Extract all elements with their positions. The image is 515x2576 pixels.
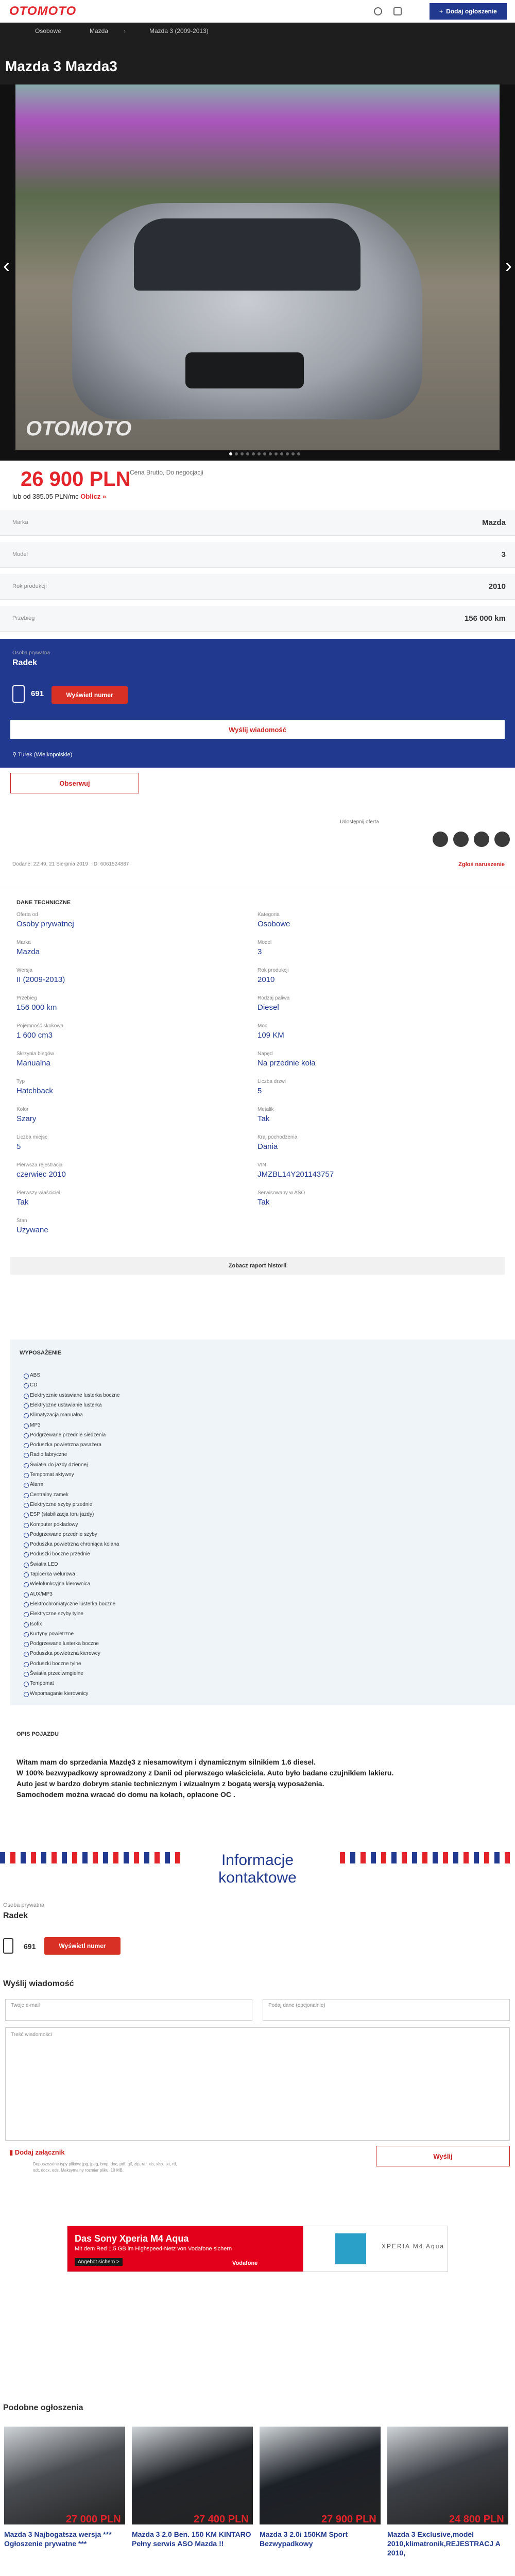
tech-param bbox=[258, 1023, 284, 1040]
tech-value: Tak bbox=[258, 1114, 270, 1123]
equipment-item: Tapicerka welurowa bbox=[30, 1571, 75, 1577]
description-heading: OPIS POJAZDU bbox=[16, 1731, 59, 1737]
similar-card-price: 27 400 PLN bbox=[194, 2514, 249, 2525]
photo-gallery[interactable] bbox=[0, 84, 515, 461]
tech-key: Kategoria bbox=[258, 912, 280, 918]
gallery-dot[interactable] bbox=[229, 452, 232, 455]
equipment-item: Podgrzewane przednie siedzenia bbox=[30, 1432, 106, 1438]
summary-row bbox=[0, 542, 515, 568]
tech-value: Hatchback bbox=[16, 1087, 53, 1095]
ad-brand: Vodafone bbox=[232, 2260, 258, 2266]
tech-key: Typ bbox=[16, 1079, 25, 1084]
report-link[interactable]: Zgłoś naruszenie bbox=[458, 861, 505, 868]
similar-card-image[interactable] bbox=[260, 2427, 381, 2524]
tech-value: 3 bbox=[258, 947, 262, 956]
equipment-item: MP3 bbox=[30, 1422, 41, 1428]
summary-value: Mazda bbox=[482, 518, 506, 527]
tech-key: Metalik bbox=[258, 1107, 274, 1112]
tech-value: czerwiec 2010 bbox=[16, 1170, 66, 1179]
gallery-dot[interactable] bbox=[286, 452, 289, 455]
summary-row bbox=[0, 510, 515, 536]
tech-param bbox=[258, 1134, 297, 1151]
tech-param bbox=[258, 1162, 334, 1179]
tech-key: Przebieg bbox=[16, 995, 37, 1001]
tech-value: Mazda bbox=[16, 947, 40, 956]
finance-info: lub od 385.05 PLN/mc Oblicz » bbox=[12, 493, 107, 500]
equipment-box bbox=[10, 1340, 515, 1705]
tech-key: Pojemność skokowa bbox=[16, 1023, 64, 1029]
phone-icon bbox=[3, 1938, 13, 1954]
user-icon[interactable] bbox=[374, 7, 382, 15]
tech-key: Kraj pochodzenia bbox=[258, 1134, 298, 1140]
tech-param bbox=[16, 995, 57, 1012]
seller-name: Radek bbox=[12, 658, 38, 667]
tech-param bbox=[258, 968, 289, 984]
price-note: Cena Brutto, Do negocjacji bbox=[130, 469, 203, 476]
equipment-item: Elektryczne szyby przednie bbox=[30, 1501, 93, 1507]
equipment-item: ESP (stabilizacja toru jazdy) bbox=[30, 1512, 94, 1518]
gallery-dot[interactable] bbox=[246, 452, 249, 455]
gallery-dot[interactable] bbox=[280, 452, 283, 455]
form-title: Wyślij wiadomość bbox=[3, 1979, 74, 1988]
tech-param bbox=[16, 1162, 66, 1179]
heart-icon[interactable] bbox=[393, 7, 402, 15]
tech-value: Na przednie koła bbox=[258, 1059, 316, 1067]
gallery-dot[interactable] bbox=[297, 452, 300, 455]
contact-phone-mask: 691 bbox=[24, 1942, 36, 1951]
summary-key: Przebieg bbox=[12, 615, 35, 621]
summary-row bbox=[0, 574, 515, 600]
send-message-button[interactable]: Wyślij wiadomość bbox=[10, 720, 505, 739]
tech-key: Serwisowany w ASO bbox=[258, 1190, 305, 1196]
summary-key: Marka bbox=[12, 519, 28, 526]
equipment-item: Komputer pokładowy bbox=[30, 1521, 78, 1528]
ad-banner[interactable] bbox=[67, 2226, 448, 2272]
equipment-item: Elektrycznie ustawiane lusterka boczne bbox=[30, 1392, 120, 1398]
equipment-item: Elektrochromatyczne lusterka boczne bbox=[30, 1601, 116, 1607]
tech-value: Osobowe bbox=[258, 920, 290, 928]
tech-value: Osoby prywatnej bbox=[16, 920, 74, 928]
car-windshield bbox=[134, 218, 360, 291]
message-field[interactable]: Treść wiadomości bbox=[5, 2027, 510, 2141]
tech-param bbox=[258, 1079, 286, 1095]
equipment-item: ABS bbox=[30, 1372, 41, 1378]
tech-key: Rodzaj paliwa bbox=[258, 995, 290, 1001]
tech-key: Model bbox=[258, 940, 272, 945]
tech-key: Oferta od bbox=[16, 912, 38, 918]
tech-value: JMZBL14Y201143757 bbox=[258, 1170, 334, 1179]
tech-param bbox=[258, 1107, 274, 1123]
tech-key: Stan bbox=[16, 1218, 27, 1224]
history-report-button[interactable]: Zobacz raport historii bbox=[10, 1257, 505, 1275]
similar-card-price: 24 800 PLN bbox=[449, 2514, 504, 2525]
phone-field[interactable]: Podaj dane (opcjonalnie) bbox=[263, 1999, 510, 2021]
tech-key: Napęd bbox=[258, 1051, 273, 1057]
send-button[interactable]: Wyślij bbox=[376, 2146, 510, 2166]
gallery-dot[interactable] bbox=[258, 452, 261, 455]
seller-type: Osoba prywatna bbox=[12, 650, 50, 656]
tech-key: Wersja bbox=[16, 968, 32, 973]
attach-link[interactable]: ▮ Dodaj załącznik bbox=[9, 2148, 65, 2156]
description-text: Witam mam do sprzedania Mazdę3 z niesamowitym i dynamicznym silnikiem 1.6 diesel. W 100% bezwypadkowy sprowadzony z Danii od pierwszego właściciela. Auto było badane czujnikiem lakieru. Auto jest w bardzo dobrym stanie technicznym i wizualnym z bogatą wersją wyposażenia. Samochodem można wracać do domu na kołach, opłacone OC . bbox=[16, 1758, 394, 1799]
watermark-logo: OTOMOTO bbox=[26, 417, 132, 440]
top-header bbox=[0, 0, 515, 23]
equipment-item: Poduszki boczne tylne bbox=[30, 1660, 81, 1667]
tech-param bbox=[258, 912, 290, 928]
tech-heading: DANE TECHNICZNE bbox=[0, 889, 515, 906]
share-label: Udostępnij oferta bbox=[340, 819, 379, 825]
tech-value: Szary bbox=[16, 1114, 37, 1123]
next-arrow-icon[interactable]: › bbox=[505, 255, 512, 277]
tech-value: II (2009-2013) bbox=[16, 975, 65, 984]
similar-card-title[interactable]: Mazda 3 2.0 Ben. 150 KM KINTARO Pełny serwis ASO Mazda !! bbox=[132, 2530, 251, 2548]
equipment-item: Elektryczne ustawianie lusterka bbox=[30, 1402, 102, 1408]
equipment-item: Radio fabryczne bbox=[30, 1452, 67, 1458]
equipment-item: Klimatyzacja manualna bbox=[30, 1412, 83, 1418]
tech-key: VIN bbox=[258, 1162, 266, 1168]
pinterest-icon[interactable] bbox=[494, 832, 510, 847]
similar-card-image[interactable] bbox=[4, 2427, 125, 2524]
tech-param bbox=[16, 1134, 47, 1151]
pin-icon: ⚲ bbox=[12, 752, 18, 758]
summary-value: 2010 bbox=[488, 582, 506, 591]
equipment-item: Światła przeciwmgielne bbox=[30, 1671, 83, 1676]
tech-value: 156 000 km bbox=[16, 1003, 57, 1012]
equipment-item: Elektryczne szyby tylne bbox=[30, 1611, 83, 1617]
tech-param bbox=[16, 1218, 48, 1234]
tech-value: Manualna bbox=[16, 1059, 50, 1067]
tech-key: Kolor bbox=[16, 1107, 29, 1112]
attach-hint: Dopuszczalne typy plików: jpg, jpeg, bmp, doc, pdf, gif, zip, rar, xls, xlsx, txt, rtf, odt, docx, ods, Maksymalny rozmiar pliku: 10 MB. bbox=[33, 2162, 177, 2173]
tech-value: Tak bbox=[16, 1198, 29, 1207]
tech-param bbox=[16, 1079, 53, 1095]
gallery-dot[interactable] bbox=[291, 452, 295, 455]
tech-key: Liczba miejsc bbox=[16, 1134, 48, 1140]
main-photo[interactable] bbox=[15, 84, 500, 450]
equipment-item: Wspomaganie kierownicy bbox=[30, 1690, 89, 1697]
equipment-item: AUX/MP3 bbox=[30, 1591, 53, 1597]
breadcrumb-item[interactable]: Mazda 3 (2009-2013) bbox=[149, 27, 209, 35]
tech-value: Diesel bbox=[258, 1003, 279, 1012]
car-grill bbox=[185, 352, 304, 388]
share-icons bbox=[433, 832, 510, 847]
price: 26 900 PLN bbox=[21, 468, 131, 490]
tech-key: Moc bbox=[258, 1023, 267, 1029]
tech-value: 2010 bbox=[258, 975, 275, 984]
summary-value: 3 bbox=[501, 550, 506, 559]
contact-show-phone-button[interactable]: Wyświetl numer bbox=[44, 1937, 121, 1955]
tech-key: Marka bbox=[16, 940, 31, 945]
equipment-item: Kurtyny powietrzne bbox=[30, 1631, 74, 1637]
tech-param bbox=[16, 968, 65, 984]
tech-key: Pierwszy właściciel bbox=[16, 1190, 61, 1196]
location: ⚲ Turek (Wielkopolskie) bbox=[12, 752, 73, 758]
summary-row bbox=[0, 606, 515, 632]
similar-heading: Podobne ogłoszenia bbox=[3, 2403, 83, 2412]
tech-param bbox=[258, 940, 271, 956]
tech-value: 5 bbox=[258, 1087, 262, 1095]
tech-value: 1 600 cm3 bbox=[16, 1031, 53, 1040]
add-listing-button[interactable]: + Dodaj ogłoszenie bbox=[430, 3, 507, 20]
gallery-dot[interactable] bbox=[235, 452, 238, 455]
tech-param bbox=[16, 940, 40, 956]
tech-param bbox=[258, 1190, 305, 1207]
equipment-item: Centralny zamek bbox=[30, 1492, 69, 1498]
equipment-item: Poduszka powietrzna chroniąca kolana bbox=[30, 1541, 119, 1548]
equipment-item: Poduszka powietrzna pasażera bbox=[30, 1442, 101, 1448]
equipment-item: Światła LED bbox=[30, 1561, 58, 1567]
calc-link[interactable]: Oblicz » bbox=[80, 493, 107, 500]
contact-seller-type: Osoba prywatna bbox=[3, 1902, 45, 1908]
attach-icon: ▮ bbox=[9, 2148, 15, 2156]
summary-key: Rok produkcji bbox=[12, 583, 47, 589]
summary-value: 156 000 km bbox=[464, 614, 506, 623]
gallery-dot[interactable] bbox=[263, 452, 266, 455]
equipment-item: Alarm bbox=[30, 1482, 44, 1488]
equipment-item: CD bbox=[30, 1382, 38, 1388]
equipment-item: Wielofunkcyjna kierownica bbox=[30, 1581, 91, 1587]
seller-box bbox=[0, 639, 515, 768]
gallery-dot[interactable] bbox=[274, 452, 278, 455]
contact-heading: Informacje kontaktowe bbox=[180, 1850, 335, 1887]
breadcrumb-separator: › bbox=[124, 27, 126, 35]
google-plus-icon[interactable] bbox=[474, 832, 489, 847]
breadcrumb-item[interactable]: Osobowe bbox=[35, 27, 61, 35]
ad-cta[interactable]: Angebot sichern > bbox=[75, 2258, 123, 2266]
prev-arrow-icon[interactable]: ‹ bbox=[3, 255, 10, 277]
tech-value: Tak bbox=[258, 1198, 270, 1207]
breadcrumb bbox=[0, 23, 515, 38]
tech-param bbox=[16, 1051, 54, 1067]
similar-card-price: 27 900 PLN bbox=[321, 2514, 376, 2525]
listing-meta: Dodane: 22:49, 21 Sierpnia 2019 ID: 6061524887 bbox=[12, 861, 129, 867]
facebook-icon[interactable] bbox=[433, 832, 448, 847]
phone-icon bbox=[12, 685, 25, 703]
tech-value: Dania bbox=[258, 1142, 278, 1151]
tech-param bbox=[16, 1023, 63, 1040]
similar-card-image[interactable] bbox=[132, 2427, 253, 2524]
tech-param bbox=[16, 912, 74, 928]
gallery-dot[interactable] bbox=[252, 452, 255, 455]
gallery-dot[interactable] bbox=[269, 452, 272, 455]
equipment-item: Podgrzewane lusterka boczne bbox=[30, 1641, 99, 1647]
tech-key: Pierwsza rejestracja bbox=[16, 1162, 63, 1168]
equipment-item: Tempomat aktywny bbox=[30, 1472, 74, 1478]
equipment-item: Podgrzewane przednie szyby bbox=[30, 1531, 97, 1537]
tech-param bbox=[16, 1190, 60, 1207]
tech-param bbox=[258, 995, 289, 1012]
summary-key: Model bbox=[12, 551, 28, 557]
ad-line: Mit dem Red 1.5 GB im Highspeed-Netz von Vodafone sichern bbox=[75, 2246, 232, 2252]
equipment-item: Isofix bbox=[30, 1621, 42, 1627]
ad-title: Das Sony Xperia M4 Aqua bbox=[75, 2233, 189, 2244]
tech-value: 5 bbox=[16, 1142, 21, 1151]
ad-model: XPERIA M4 Aqua bbox=[382, 2243, 445, 2250]
equipment-item: Poduszki boczne przednie bbox=[30, 1551, 90, 1557]
tech-value: Używane bbox=[16, 1226, 48, 1234]
similar-card-image[interactable] bbox=[387, 2427, 508, 2524]
ad-phone-image bbox=[335, 2233, 366, 2264]
page-title: Mazda 3 Mazda3 bbox=[0, 38, 515, 84]
similar-card-title[interactable]: Mazda 3 Exclusive,model 2010,klimatronik,REJESTRACJ A 2010, bbox=[387, 2530, 501, 2557]
contact-seller-name: Radek bbox=[3, 1911, 28, 1920]
twitter-icon[interactable] bbox=[453, 832, 469, 847]
equipment-item: Poduszka powietrzna kierowcy bbox=[30, 1651, 100, 1657]
equipment-item: Tempomat bbox=[30, 1681, 54, 1687]
plus-icon: + bbox=[439, 8, 443, 15]
similar-card-title[interactable]: Mazda 3 Najbogatsza wersja *** Ogłoszenie prywatne *** bbox=[4, 2530, 112, 2548]
gallery-dot[interactable] bbox=[241, 452, 244, 455]
similar-card-title[interactable]: Mazda 3 2.0i 150KM Sport Bezwypadkowy bbox=[260, 2530, 348, 2548]
tech-value: 109 KM bbox=[258, 1031, 284, 1040]
tech-key: Rok produkcji bbox=[258, 968, 289, 973]
otomoto-logo[interactable]: OTOMOTO bbox=[9, 4, 77, 18]
show-phone-button[interactable]: Wyświetl numer bbox=[52, 686, 128, 704]
email-field[interactable]: Twoje e-mail bbox=[5, 1999, 252, 2021]
equipment-item: Światła do jazdy dziennej bbox=[30, 1462, 88, 1468]
observe-button[interactable]: Obserwuj bbox=[10, 773, 139, 793]
tech-key: Skrzynia biegów bbox=[16, 1051, 54, 1057]
equipment-heading: WYPOSAŻENIE bbox=[20, 1350, 62, 1356]
tech-param bbox=[16, 1107, 36, 1123]
tech-param bbox=[258, 1051, 316, 1067]
similar-card-price: 27 000 PLN bbox=[66, 2514, 121, 2525]
phone-mask: 691 bbox=[31, 689, 44, 698]
tech-key: Liczba drzwi bbox=[258, 1079, 286, 1084]
gallery-dots bbox=[229, 452, 300, 455]
breadcrumb-item[interactable]: Mazda bbox=[90, 27, 109, 35]
